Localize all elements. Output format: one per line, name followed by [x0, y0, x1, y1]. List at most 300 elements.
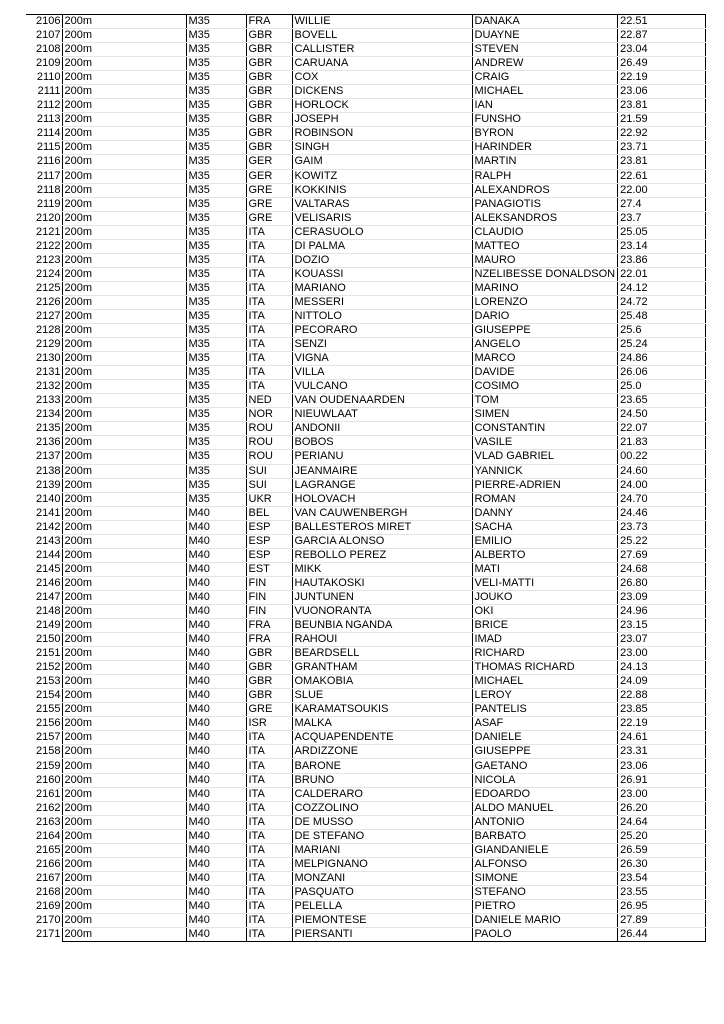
category-cell: M35 — [186, 366, 246, 380]
event-cell: 200m — [62, 366, 186, 380]
first-name-cell: DANIELE — [472, 731, 618, 745]
nation-cell: GBR — [246, 675, 292, 689]
first-name-cell: NICOLA — [472, 773, 618, 787]
row-number: 2156 — [36, 717, 61, 730]
event-cell: 200m — [62, 197, 186, 211]
surname-cell: HAUTAKOSKI — [292, 576, 472, 590]
time-cell: 23.65 — [618, 394, 706, 408]
table-row — [26, 576, 706, 590]
surname-cell: KOUASSI — [292, 267, 472, 281]
event-cell: 200m — [62, 492, 186, 506]
time-cell: 22.92 — [618, 127, 706, 141]
event-cell: 200m — [62, 71, 186, 85]
category-cell: M40 — [186, 857, 246, 871]
first-name-cell: HARINDER — [472, 141, 618, 155]
first-name-cell: GAETANO — [472, 759, 618, 773]
category-cell: M35 — [186, 43, 246, 57]
time-cell: 25.20 — [618, 829, 706, 843]
surname-cell: MESSERI — [292, 295, 472, 309]
category-cell: M35 — [186, 127, 246, 141]
event-cell: 200m — [62, 253, 186, 267]
table-row — [26, 141, 706, 155]
row-number: 2125 — [36, 281, 61, 294]
table-row — [26, 885, 706, 899]
nation-cell: ITA — [246, 829, 292, 843]
category-cell: M40 — [186, 675, 246, 689]
time-cell: 23.7 — [618, 211, 706, 225]
surname-cell: ARDIZZONE — [292, 745, 472, 759]
event-cell: 200m — [62, 169, 186, 183]
row-number: 2132 — [36, 380, 61, 393]
category-cell: M40 — [186, 703, 246, 717]
first-name-cell: DANAKA — [472, 15, 618, 29]
row-number: 2127 — [36, 310, 61, 322]
table-row — [26, 464, 706, 478]
surname-cell: SINGH — [292, 141, 472, 155]
time-cell: 24.68 — [618, 562, 706, 576]
nation-cell: ITA — [246, 225, 292, 239]
nation-cell: GBR — [246, 99, 292, 113]
row-number: 2152 — [36, 661, 61, 674]
surname-cell: NIEUWLAAT — [292, 408, 472, 422]
first-name-cell: BRICE — [472, 619, 618, 633]
nation-cell: ESP — [246, 520, 292, 534]
category-cell: M40 — [186, 647, 246, 661]
event-cell: 200m — [62, 843, 186, 857]
nation-cell: ITA — [246, 253, 292, 267]
nation-cell: ITA — [246, 745, 292, 759]
time-cell: 23.81 — [618, 155, 706, 169]
row-number: 2107 — [36, 29, 61, 42]
table-row — [26, 534, 706, 548]
category-cell: M35 — [186, 352, 246, 366]
time-cell: 23.55 — [618, 885, 706, 899]
row-number: 2142 — [36, 520, 61, 533]
table-row — [26, 436, 706, 450]
category-cell: M35 — [186, 197, 246, 211]
category-cell: M40 — [186, 745, 246, 759]
surname-cell: KOKKINIS — [292, 183, 472, 197]
surname-cell: PECORARO — [292, 324, 472, 338]
surname-cell: BOBOS — [292, 436, 472, 450]
table-row — [26, 127, 706, 141]
time-cell: 25.22 — [618, 534, 706, 548]
table-row — [26, 366, 706, 380]
first-name-cell: MICHAEL — [472, 675, 618, 689]
event-cell: 200m — [62, 520, 186, 534]
row-number: 2144 — [36, 548, 61, 561]
surname-cell: PIEMONTESE — [292, 914, 472, 928]
event-cell: 200m — [62, 675, 186, 689]
event-cell: 200m — [62, 703, 186, 717]
nation-cell: GER — [246, 169, 292, 183]
surname-cell: NITTOLO — [292, 309, 472, 323]
first-name-cell: MARINO — [472, 281, 618, 295]
event-cell: 200m — [62, 394, 186, 408]
table-row — [26, 548, 706, 562]
event-cell: 200m — [62, 562, 186, 576]
row-number: 2162 — [36, 801, 61, 814]
category-cell: M35 — [186, 394, 246, 408]
nation-cell: ITA — [246, 899, 292, 913]
table-row — [26, 85, 706, 99]
surname-cell: KARAMATSOUKIS — [292, 703, 472, 717]
category-cell: M40 — [186, 928, 246, 942]
event-cell: 200m — [62, 773, 186, 787]
time-cell: 26.59 — [618, 843, 706, 857]
time-cell: 24.60 — [618, 464, 706, 478]
time-cell: 24.00 — [618, 478, 706, 492]
table-row — [26, 309, 706, 323]
event-cell: 200m — [62, 99, 186, 113]
time-cell: 23.00 — [618, 647, 706, 661]
category-cell: M35 — [186, 225, 246, 239]
table-row — [26, 113, 706, 127]
time-cell: 27.4 — [618, 197, 706, 211]
surname-cell: DI PALMA — [292, 239, 472, 253]
time-cell: 25.24 — [618, 338, 706, 352]
surname-cell: BALLESTEROS MIRET — [292, 520, 472, 534]
nation-cell: ITA — [246, 281, 292, 295]
time-cell: 23.15 — [618, 619, 706, 633]
time-cell: 23.14 — [618, 239, 706, 253]
row-number: 2146 — [36, 576, 61, 589]
nation-cell: GBR — [246, 85, 292, 99]
nation-cell: NED — [246, 394, 292, 408]
table-row — [26, 422, 706, 436]
time-cell: 21.83 — [618, 436, 706, 450]
category-cell: M40 — [186, 562, 246, 576]
first-name-cell: SACHA — [472, 520, 618, 534]
row-number: 2158 — [36, 745, 61, 758]
surname-cell: BARONE — [292, 759, 472, 773]
row-number: 2154 — [36, 689, 61, 702]
surname-cell: VIGNA — [292, 352, 472, 366]
event-cell: 200m — [62, 464, 186, 478]
event-cell: 200m — [62, 338, 186, 352]
table-row — [26, 492, 706, 506]
nation-cell: ROU — [246, 422, 292, 436]
nation-cell: SUI — [246, 464, 292, 478]
table-row — [26, 899, 706, 913]
event-cell: 200m — [62, 281, 186, 295]
row-number: 2121 — [36, 225, 61, 238]
time-cell: 23.81 — [618, 99, 706, 113]
category-cell: M40 — [186, 717, 246, 731]
event-cell: 200m — [62, 309, 186, 323]
nation-cell: ITA — [246, 801, 292, 815]
category-cell: M35 — [186, 211, 246, 225]
nation-cell: GBR — [246, 647, 292, 661]
surname-cell: DICKENS — [292, 85, 472, 99]
table-row — [26, 675, 706, 689]
time-cell: 22.19 — [618, 71, 706, 85]
nation-cell: ITA — [246, 324, 292, 338]
time-cell: 22.19 — [618, 717, 706, 731]
table-row — [26, 857, 706, 871]
time-cell: 22.01 — [618, 267, 706, 281]
event-cell: 200m — [62, 267, 186, 281]
event-cell: 200m — [62, 85, 186, 99]
nation-cell: GBR — [246, 127, 292, 141]
category-cell: M35 — [186, 324, 246, 338]
row-number: 2116 — [36, 155, 61, 168]
category-cell: M35 — [186, 85, 246, 99]
category-cell: M40 — [186, 633, 246, 647]
time-cell: 24.13 — [618, 661, 706, 675]
nation-cell: FRA — [246, 15, 292, 29]
time-cell: 26.44 — [618, 928, 706, 942]
event-cell: 200m — [62, 759, 186, 773]
category-cell: M35 — [186, 380, 246, 394]
time-cell: 26.20 — [618, 801, 706, 815]
surname-cell: MONZANI — [292, 871, 472, 885]
category-cell: M35 — [186, 183, 246, 197]
category-cell: M35 — [186, 281, 246, 295]
row-number: 2168 — [36, 885, 61, 898]
surname-cell: DE MUSSO — [292, 815, 472, 829]
row-number: 2155 — [36, 703, 61, 716]
first-name-cell: MARTIN — [472, 155, 618, 169]
row-number: 2126 — [36, 295, 61, 308]
category-cell: M35 — [186, 239, 246, 253]
category-cell: M35 — [186, 436, 246, 450]
surname-cell: MALKA — [292, 717, 472, 731]
first-name-cell: PAOLO — [472, 928, 618, 942]
event-cell: 200m — [62, 324, 186, 338]
event-cell: 200m — [62, 295, 186, 309]
event-cell: 200m — [62, 576, 186, 590]
nation-cell: FIN — [246, 590, 292, 604]
row-number: 2153 — [36, 675, 61, 688]
nation-cell: ROU — [246, 436, 292, 450]
first-name-cell: ALDO MANUEL — [472, 801, 618, 815]
first-name-cell: THOMAS RICHARD — [472, 661, 618, 675]
event-cell: 200m — [62, 15, 186, 29]
event-cell: 200m — [62, 928, 186, 942]
surname-cell: VAN OUDENAARDEN — [292, 394, 472, 408]
event-cell: 200m — [62, 43, 186, 57]
surname-cell: HORLOCK — [292, 99, 472, 113]
category-cell: M40 — [186, 885, 246, 899]
event-cell: 200m — [62, 113, 186, 127]
table-row — [26, 773, 706, 787]
nation-cell: ITA — [246, 843, 292, 857]
time-cell: 00.22 — [618, 450, 706, 464]
nation-cell: GRE — [246, 211, 292, 225]
surname-cell: KOWITZ — [292, 169, 472, 183]
table-row — [26, 801, 706, 815]
row-number: 2137 — [36, 450, 61, 463]
nation-cell: GER — [246, 155, 292, 169]
category-cell: M40 — [186, 829, 246, 843]
surname-cell: SLUE — [292, 689, 472, 703]
first-name-cell: RALPH — [472, 169, 618, 183]
category-cell: M40 — [186, 801, 246, 815]
row-number: 2143 — [36, 534, 61, 547]
nation-cell: ISR — [246, 717, 292, 731]
event-cell: 200m — [62, 619, 186, 633]
event-cell: 200m — [62, 141, 186, 155]
time-cell: 23.31 — [618, 745, 706, 759]
first-name-cell: ANGELO — [472, 338, 618, 352]
first-name-cell: DANNY — [472, 506, 618, 520]
first-name-cell: MICHAEL — [472, 85, 618, 99]
nation-cell: ITA — [246, 914, 292, 928]
event-cell: 200m — [62, 899, 186, 913]
event-cell: 200m — [62, 352, 186, 366]
category-cell: M35 — [186, 267, 246, 281]
time-cell: 22.87 — [618, 29, 706, 43]
first-name-cell: FUNSHO — [472, 113, 618, 127]
event-cell: 200m — [62, 885, 186, 899]
event-cell: 200m — [62, 689, 186, 703]
table-row — [26, 450, 706, 464]
time-cell: 23.71 — [618, 141, 706, 155]
surname-cell: JEANMAIRE — [292, 464, 472, 478]
first-name-cell: MAURO — [472, 253, 618, 267]
time-cell: 26.06 — [618, 366, 706, 380]
nation-cell: ITA — [246, 295, 292, 309]
time-cell: 23.06 — [618, 759, 706, 773]
first-name-cell: LEROY — [472, 689, 618, 703]
first-name-cell: BARBATO — [472, 829, 618, 843]
table-row — [26, 843, 706, 857]
event-cell: 200m — [62, 155, 186, 169]
table-row — [26, 253, 706, 267]
row-number: 2129 — [36, 338, 61, 351]
event-cell: 200m — [62, 422, 186, 436]
table-row — [26, 352, 706, 366]
first-name-cell: VELI-MATTI — [472, 576, 618, 590]
category-cell: M35 — [186, 99, 246, 113]
first-name-cell: ANTONIO — [472, 815, 618, 829]
row-number: 2166 — [36, 857, 61, 870]
category-cell: M35 — [186, 71, 246, 85]
first-name-cell: RICHARD — [472, 647, 618, 661]
first-name-cell: MATI — [472, 562, 618, 576]
event-cell: 200m — [62, 801, 186, 815]
surname-cell: ANDONII — [292, 422, 472, 436]
first-name-cell: EMILIO — [472, 534, 618, 548]
nation-cell: GBR — [246, 689, 292, 703]
results-table-body — [26, 15, 706, 942]
nation-cell: ITA — [246, 380, 292, 394]
category-cell: M40 — [186, 914, 246, 928]
surname-cell: BRUNO — [292, 773, 472, 787]
row-number: 2112 — [36, 99, 61, 112]
row-number: 2167 — [36, 871, 61, 884]
category-cell: M35 — [186, 478, 246, 492]
event-cell: 200m — [62, 647, 186, 661]
category-cell: M40 — [186, 534, 246, 548]
nation-cell: FIN — [246, 576, 292, 590]
nation-cell: EST — [246, 562, 292, 576]
category-cell: M40 — [186, 871, 246, 885]
nation-cell: GRE — [246, 183, 292, 197]
table-row — [26, 619, 706, 633]
row-number: 2130 — [36, 352, 61, 365]
category-cell: M35 — [186, 57, 246, 71]
time-cell: 24.12 — [618, 281, 706, 295]
nation-cell: ITA — [246, 239, 292, 253]
surname-cell: VUONORANTA — [292, 604, 472, 618]
category-cell: M35 — [186, 15, 246, 29]
nation-cell: GBR — [246, 661, 292, 675]
row-number: 2109 — [36, 57, 61, 70]
row-number: 2120 — [36, 211, 61, 224]
nation-cell: FRA — [246, 633, 292, 647]
category-cell: M40 — [186, 548, 246, 562]
row-number: 2164 — [36, 829, 61, 842]
event-cell: 200m — [62, 815, 186, 829]
surname-cell: GRANTHAM — [292, 661, 472, 675]
nation-cell: GRE — [246, 197, 292, 211]
time-cell: 22.51 — [618, 15, 706, 29]
surname-cell: CALDERARO — [292, 787, 472, 801]
surname-cell: VALTARAS — [292, 197, 472, 211]
surname-cell: CERASUOLO — [292, 225, 472, 239]
table-row — [26, 15, 706, 29]
surname-cell: PASQUATO — [292, 885, 472, 899]
row-number: 2165 — [36, 843, 61, 856]
first-name-cell: MATTEO — [472, 239, 618, 253]
surname-cell: JOSEPH — [292, 113, 472, 127]
first-name-cell: PIERRE-ADRIEN — [472, 478, 618, 492]
first-name-cell: DANIELE MARIO — [472, 914, 618, 928]
event-cell: 200m — [62, 211, 186, 225]
surname-cell: OMAKOBIA — [292, 675, 472, 689]
time-cell: 22.07 — [618, 422, 706, 436]
table-row — [26, 239, 706, 253]
table-row — [26, 731, 706, 745]
first-name-cell: CRAIG — [472, 71, 618, 85]
event-cell: 200m — [62, 29, 186, 43]
time-cell: 25.6 — [618, 324, 706, 338]
first-name-cell: YANNICK — [472, 464, 618, 478]
category-cell: M35 — [186, 422, 246, 436]
category-cell: M40 — [186, 899, 246, 913]
table-row — [26, 225, 706, 239]
nation-cell: ITA — [246, 759, 292, 773]
row-number: 2149 — [36, 619, 61, 632]
time-cell: 23.04 — [618, 43, 706, 57]
nation-cell: NOR — [246, 408, 292, 422]
category-cell: M35 — [186, 29, 246, 43]
table-row — [26, 394, 706, 408]
surname-cell: BEUNBIA NGANDA — [292, 619, 472, 633]
event-cell: 200m — [62, 661, 186, 675]
row-number: 2138 — [36, 464, 61, 477]
time-cell: 23.07 — [618, 633, 706, 647]
event-cell: 200m — [62, 408, 186, 422]
surname-cell: BOVELL — [292, 29, 472, 43]
surname-cell: BEARDSELL — [292, 647, 472, 661]
category-cell: M40 — [186, 843, 246, 857]
nation-cell: ITA — [246, 338, 292, 352]
event-cell: 200m — [62, 590, 186, 604]
row-number: 2122 — [36, 239, 61, 252]
category-cell: M40 — [186, 731, 246, 745]
nation-cell: ITA — [246, 731, 292, 745]
row-number: 2110 — [36, 71, 61, 84]
category-cell: M40 — [186, 576, 246, 590]
table-row — [26, 647, 706, 661]
table-row — [26, 281, 706, 295]
nation-cell: ITA — [246, 366, 292, 380]
first-name-cell: PANAGIOTIS — [472, 197, 618, 211]
results-table — [26, 14, 706, 942]
